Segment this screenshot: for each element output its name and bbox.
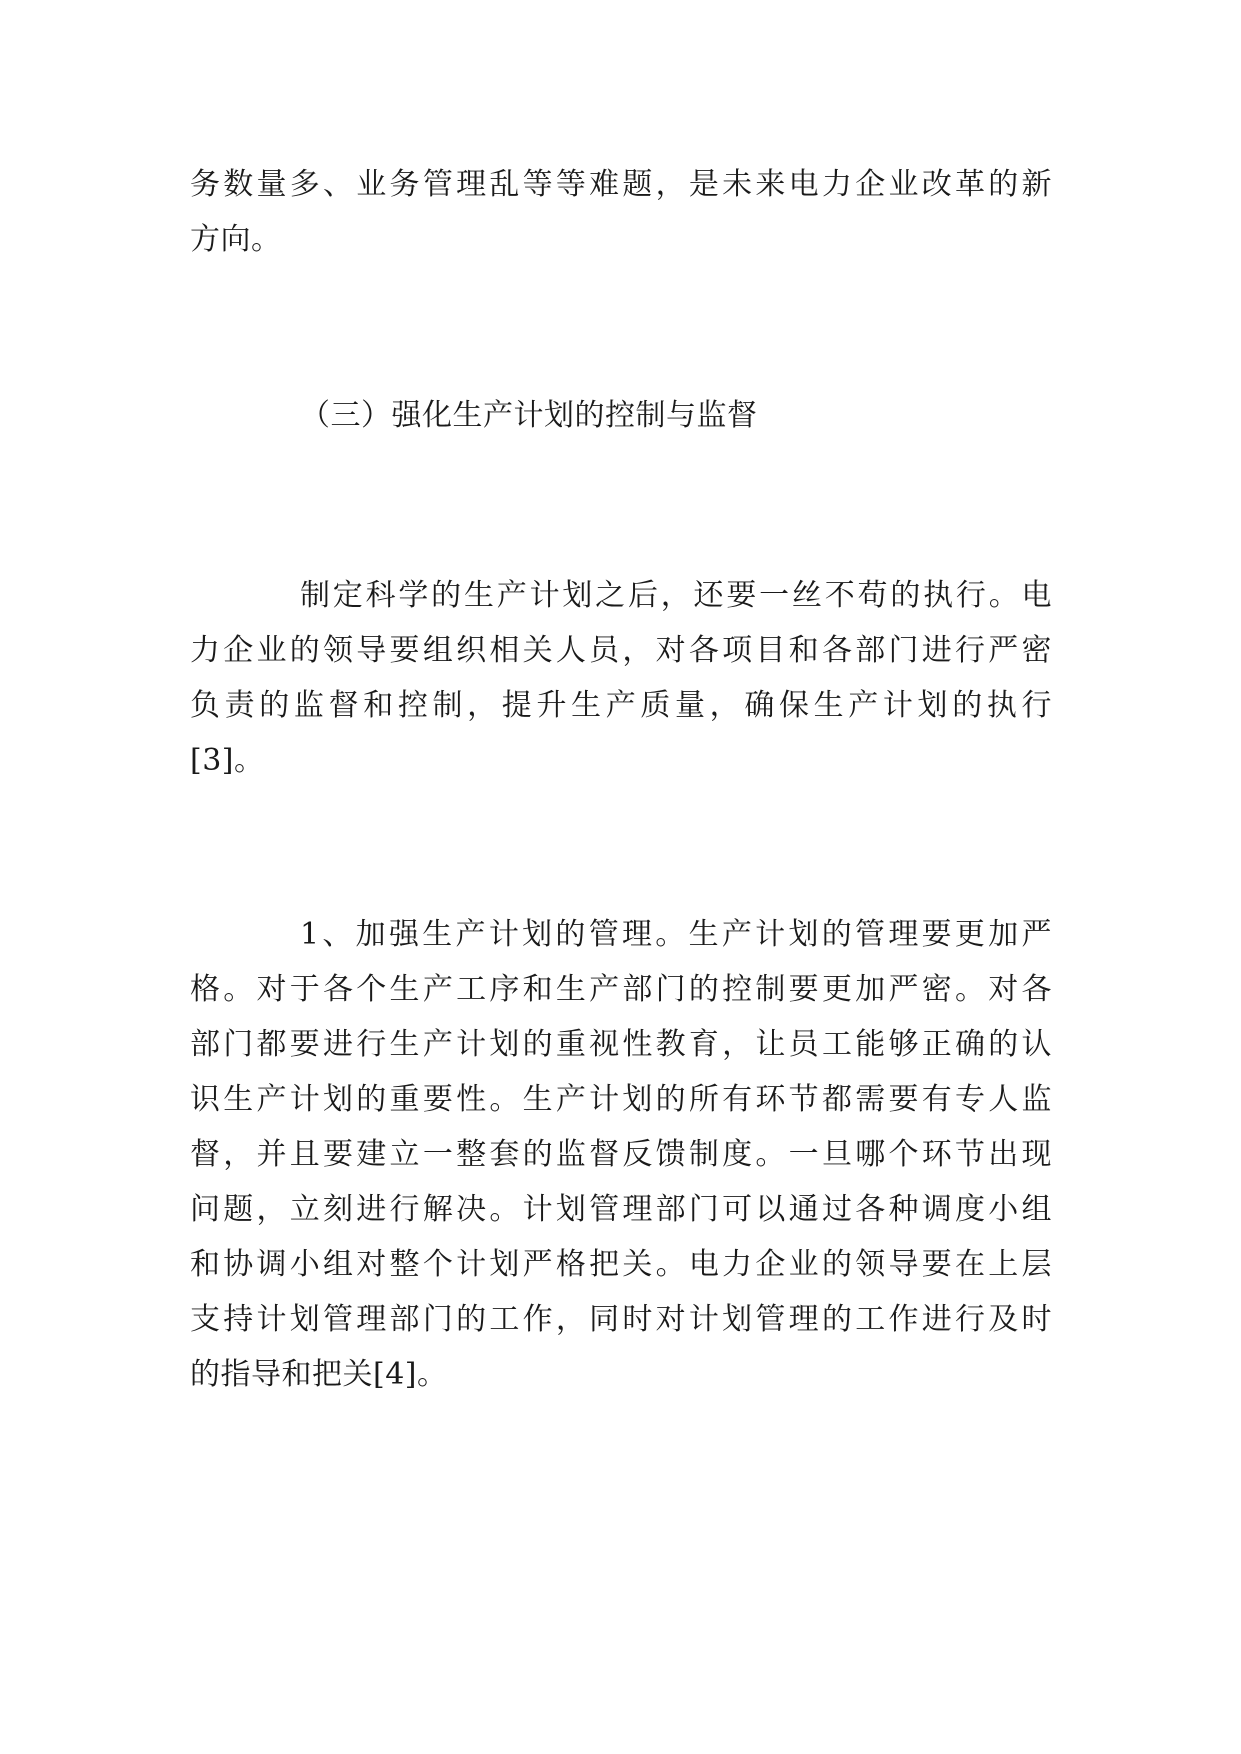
text-line: 格。对于各个生产工序和生产部门的控制要更加严密。对各 <box>190 972 1052 1007</box>
text-line: [3]。 <box>190 743 265 778</box>
section-heading <box>190 388 1052 443</box>
text-line: 和协调小组对整个计划严格把关。电力企业的领导要在上层 <box>190 1247 1052 1282</box>
text-line: 1、加强生产计划的管理。生产计划的管理要更加严 <box>300 917 1052 952</box>
section-heading-text: （三）强化生产计划的控制与监督 <box>300 398 758 433</box>
text-line: 力企业的领导要组织相关人员，对各项目和各部门进行严密 <box>190 633 1052 668</box>
text-line: 务数量多、业务管理乱等等难题，是未来电力企业改革的新 <box>190 167 1052 202</box>
text-line: 督，并且要建立一整套的监督反馈制度。一旦哪个环节出现 <box>190 1137 1052 1172</box>
paragraph-continued <box>190 157 1052 267</box>
paragraph-management <box>190 907 1052 1402</box>
text-line: 负责的监督和控制，提升生产质量，确保生产计划的执行 <box>190 688 1052 723</box>
text-line: 制定科学的生产计划之后，还要一丝不苟的执行。电 <box>300 578 1052 613</box>
text-line: 方向。 <box>190 222 282 257</box>
text-line: 部门都要进行生产计划的重视性教育，让员工能够正确的认 <box>190 1027 1052 1062</box>
text-line: 识生产计划的重要性。生产计划的所有环节都需要有专人监 <box>190 1082 1052 1117</box>
text-line: 问题，立刻进行解决。计划管理部门可以通过各种调度小组 <box>190 1192 1052 1227</box>
text-line: 的指导和把关[4]。 <box>190 1357 448 1392</box>
text-line: 支持计划管理部门的工作，同时对计划管理的工作进行及时 <box>190 1302 1052 1337</box>
paragraph-control <box>190 568 1052 788</box>
